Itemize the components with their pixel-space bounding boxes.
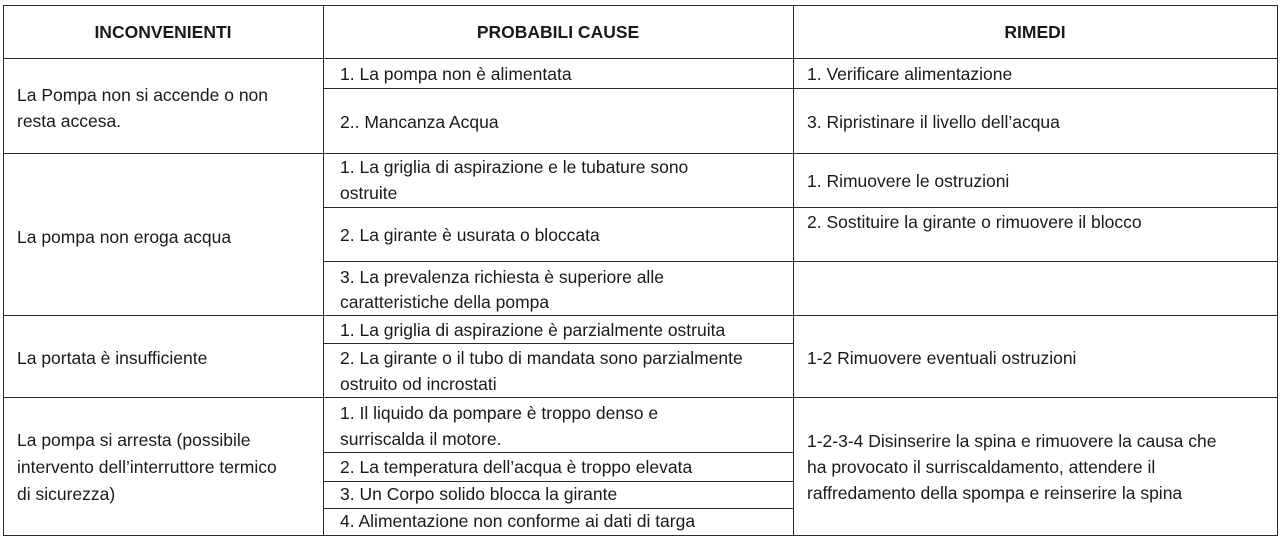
remedy-text: 1. Rimuovere le ostruzioni (807, 171, 1010, 191)
border-row1-bottom (3, 153, 1278, 154)
header-rimedi: RIMEDI (1004, 22, 1066, 42)
remedy-text: 2. Sostituire la girante o rimuovere il blocco (807, 212, 1142, 232)
border-row2-bottom (3, 315, 1278, 316)
cause-text: 1. La griglia di aspirazione e le tubature sono (340, 157, 689, 177)
problem-text: La Pompa non si accende o non (17, 85, 269, 105)
problem-text: di sicurezza) (17, 484, 116, 504)
subrow-border (323, 261, 1278, 262)
header-inconvenienti: INCONVENIENTI (94, 22, 232, 42)
remedy-text: ha provocato il surriscaldamento, attendere il (807, 457, 1156, 477)
cause-text: 4. Alimentazione non conforme ai dati di targa (340, 511, 696, 531)
cause-text: 2. La girante è usurata o bloccata (340, 225, 600, 245)
cause-text: ostruito od incrostati (340, 374, 497, 394)
subrow-border (323, 508, 793, 509)
subrow-border (323, 207, 1278, 208)
subrow-border (323, 481, 793, 482)
cause-text: 3. La prevalenza richiesta è superiore alle (340, 267, 664, 287)
cause-text: caratteristiche della pompa (340, 292, 550, 312)
border-col2 (793, 5, 794, 536)
cause-text: 1. La griglia di aspirazione è parzialmente ostruita (340, 320, 726, 340)
border-header-bottom (3, 58, 1278, 59)
border-row3-bottom (3, 397, 1278, 398)
subrow-border (323, 88, 1278, 89)
problem-text: La pompa si arresta (possibile (17, 430, 251, 450)
remedy-text: 3. Ripristinare il livello dell’acqua (807, 112, 1060, 132)
border-col1 (323, 5, 324, 536)
border-bottom (3, 535, 1278, 536)
border-left (3, 5, 4, 536)
border-right (1277, 5, 1278, 536)
cause-text: 2.. Mancanza Acqua (340, 112, 499, 132)
cause-text: 2. La temperatura dell’acqua è troppo elevata (340, 457, 693, 477)
header-probabili-cause: PROBABILI CAUSE (476, 22, 640, 42)
problem-text: resta accesa. (17, 111, 122, 131)
remedy-text: 1-2-3-4 Disinserire la spina e rimuovere la causa che (807, 431, 1217, 451)
cause-text: 3. Un Corpo solido blocca la girante (340, 484, 618, 504)
problem-text: La portata è insufficiente (17, 348, 208, 368)
remedy-text: 1-2 Rimuovere eventuali ostruzioni (807, 348, 1077, 368)
border-top (3, 5, 1278, 6)
subrow-border (323, 343, 793, 344)
cause-text: 1. Il liquido da pompare è troppo denso e (340, 403, 659, 423)
remedy-text: 1. Verificare alimentazione (807, 64, 1013, 84)
cause-text: surriscalda il motore. (340, 429, 502, 449)
problem-text: intervento dell’interruttore termico (17, 457, 277, 477)
problem-text: La pompa non eroga acqua (17, 227, 232, 247)
cause-text: 1. La pompa non è alimentata (340, 64, 572, 84)
remedy-text: raffredamento della spompa e reinserire la spina (807, 483, 1183, 503)
cause-text: ostruite (340, 183, 398, 203)
cause-text: 2. La girante o il tubo di mandata sono parzialmente (340, 348, 743, 368)
subrow-border (323, 452, 793, 453)
